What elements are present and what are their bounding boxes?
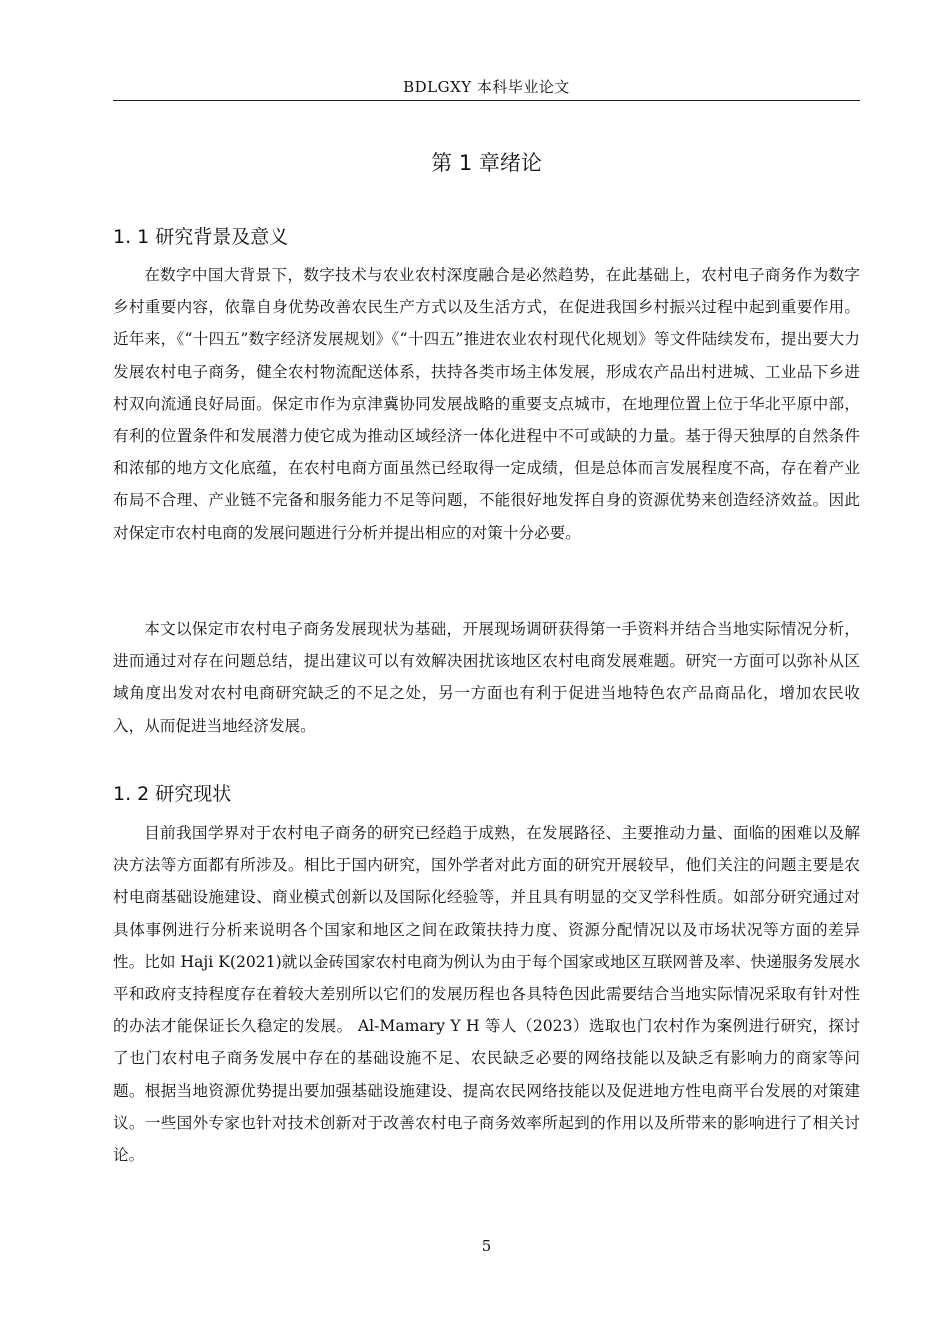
section-heading-1-1: 1. 1 研究背景及意义 <box>113 226 289 248</box>
paragraph-research-status: 目前我国学界对于农村电子商务的研究已经趋于成熟，在发展路径、主要推动力量、面临的困难以及解决方法等方面都有所涉及。相比于国内研究，国外学者对此方面的研究开展较早，他们关注的问题主要是农村电商基础设施建设、商业模式创新以及国际化经验等，并且具有明显的交叉学科性质。如部分研究通过对具体事例进行分析来说明各个国家和地区之间在政策扶持力度、资源分配情况以及市场状况等方面的差异性。比如 Haji K(2021)就以金砖国家农村电商为例认为由于每个国家或地区互联网普及率、快递服务发展水平和政府支持程度存在着较大差别所以它们的发展历程也各具特色因此需要结合当地实际情况采取有针对性的办法才能保证长久稳定的发展。 Al-Mamary Y H 等人（2023）选取也门农村作为案例进行研究，探讨了也门农村电子商务发展中存在的基础设施不足、农民缺乏必要的网络技能以及缺乏有影响力的商家等问题。根据当地资源优势提出要加强基础设施建设、提高农民网络技能以及促进地方性电商平台发展的对策建议。一些国外专家也针对技术创新对于改善农村电子商务效率所起到的作用以及所带来的影响进行了相关讨论。 <box>113 824 860 1165</box>
page-number: 5 <box>481 1237 492 1255</box>
paragraph-background-1: 在数字中国大背景下，数字技术与农业农村深度融合是必然趋势，在此基础上，农村电子商务作为数字乡村重要内容，依靠自身优势改善农民生产方式以及生活方式，在促进我国乡村振兴过程中起到重要作用。近年来，《“十四五”数字经济发展规划》《“十四五”推进农业农村现代化规划》等文件陆续发布，提出要大力发展农村电子商务，健全农村物流配送体系，扶持各类市场主体发展，形成农产品出村进城、工业品下乡进村双向流通良好局面。保定市作为京津冀协同发展战略的重要支点城市，在地理位置上位于华北平原中部，有利的位置条件和发展潜力使它成为推动区域经济一体化进程中不可或缺的力量。基于得天独厚的自然条件和浓郁的地方文化底蕴，在农村电商方面虽然已经取得一定成绩，但是总体而言发展程度不高，存在着产业布局不合理、产业链不完备和服务能力不足等问题，不能很好地发挥自身的资源优势来创造经济效益。因此对保定市农村电商的发展问题进行分析并提出相应的对策十分必要。 <box>113 266 860 542</box>
header-rule <box>113 100 860 101</box>
running-header: BDLGXY 本科毕业论文 <box>403 78 570 96</box>
section-heading-1-2: 1. 2 研究现状 <box>113 783 232 805</box>
paragraph-background-2: 本文以保定市农村电子商务发展现状为基础，开展现场调研获得第一手资料并结合当地实际情况分析，进而通过对存在问题总结，提出建议可以有效解决困扰该地区农村电商发展难题。研究一方面可以弥补从区域角度出发对农村电商研究缺乏的不足之处，另一方面也有利于促进当地特色农产品商品化，增加农民收入，从而促进当地经济发展。 <box>113 620 860 735</box>
chapter-title: 第 1 章绪论 <box>431 151 542 175</box>
